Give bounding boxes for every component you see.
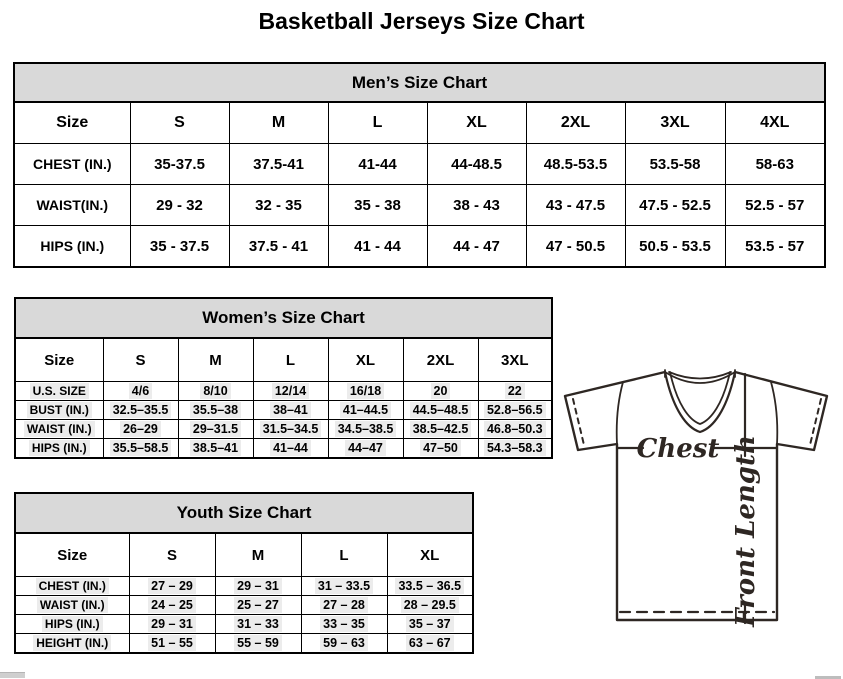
youth-value-cell: [387, 577, 473, 596]
youth-value-text: 29 – 31: [148, 616, 196, 632]
mens-value-cell: 35 - 38: [328, 185, 427, 226]
womens-column-header: L: [253, 338, 328, 382]
mens-value-cell: 35-37.5: [130, 144, 229, 185]
youth-value-text: 27 – 29: [148, 578, 196, 594]
womens-row-label: [15, 382, 103, 401]
womens-value-text: 38.5–42.5: [410, 421, 472, 437]
womens-value-text: 29–31.5: [190, 421, 241, 437]
youth-value-text: 31 – 33: [234, 616, 282, 632]
mens-value-cell: 29 - 32: [130, 185, 229, 226]
mens-value-cell: 37.5 - 41: [229, 226, 328, 268]
mens-column-header: 3XL: [625, 102, 725, 144]
mens-value-cell: 41 - 44: [328, 226, 427, 268]
youth-value-cell: [215, 615, 301, 634]
womens-value-cell: [253, 420, 328, 439]
mens-value-cell: 38 - 43: [427, 185, 526, 226]
womens-value-cell: [178, 439, 253, 459]
youth-value-cell: [129, 577, 215, 596]
womens-value-cell: [178, 382, 253, 401]
mens-value-cell: 53.5 - 57: [725, 226, 825, 268]
youth-value-cell: [129, 615, 215, 634]
womens-chart-title: Women’s Size Chart: [15, 298, 552, 338]
mens-value-cell: 53.5-58: [625, 144, 725, 185]
womens-value-cell: [253, 382, 328, 401]
womens-value-cell: [403, 401, 478, 420]
mens-value-cell: 44-48.5: [427, 144, 526, 185]
youth-row-label: [15, 577, 129, 596]
youth-value-text: 24 – 25: [148, 597, 196, 613]
youth-value-cell: [129, 634, 215, 654]
youth-value-text: 29 – 31: [234, 578, 282, 594]
womens-value-cell: [328, 439, 403, 459]
youth-value-cell: [301, 596, 387, 615]
youth-row-label: [15, 615, 129, 634]
womens-value-cell: [478, 401, 552, 420]
womens-row-label: [15, 401, 103, 420]
chest-label: Chest: [636, 434, 720, 464]
front-length-label: Front Length: [731, 435, 761, 627]
mens-value-cell: 47 - 50.5: [526, 226, 625, 268]
mens-column-header: 2XL: [526, 102, 625, 144]
mens-column-header: Size: [14, 102, 130, 144]
jersey-outline-icon: [563, 368, 831, 628]
womens-value-text: 46.8–50.3: [484, 421, 546, 437]
youth-row-label-text: WAIST (IN.): [37, 597, 108, 613]
mens-value-cell: 43 - 47.5: [526, 185, 625, 226]
womens-value-cell: [403, 439, 478, 459]
mens-column-header: L: [328, 102, 427, 144]
youth-row-label-text: HIPS (IN.): [42, 616, 103, 632]
womens-column-header: M: [178, 338, 253, 382]
womens-column-header: 3XL: [478, 338, 552, 382]
youth-value-text: 51 – 55: [148, 635, 196, 651]
womens-value-text: 41–44: [270, 440, 311, 456]
womens-value-cell: [328, 420, 403, 439]
youth-value-text: 59 – 63: [320, 635, 368, 651]
youth-value-cell: [129, 596, 215, 615]
womens-value-cell: [178, 420, 253, 439]
womens-column-header: Size: [15, 338, 103, 382]
womens-value-text: 38–41: [270, 402, 311, 418]
mens-value-cell: 41-44: [328, 144, 427, 185]
youth-column-header: XL: [387, 533, 473, 577]
mens-column-header: XL: [427, 102, 526, 144]
youth-value-text: 55 – 59: [234, 635, 282, 651]
womens-row-label-text: U.S. SIZE: [30, 383, 89, 399]
mens-value-cell: 37.5-41: [229, 144, 328, 185]
womens-row-label-text: WAIST (IN.): [24, 421, 95, 437]
womens-value-cell: [253, 439, 328, 459]
mens-value-cell: 47.5 - 52.5: [625, 185, 725, 226]
youth-value-text: 63 – 67: [406, 635, 454, 651]
mens-column-header: 4XL: [725, 102, 825, 144]
womens-value-text: 31.5–34.5: [260, 421, 322, 437]
womens-value-cell: [403, 382, 478, 401]
youth-value-cell: [387, 615, 473, 634]
womens-value-cell: [478, 439, 552, 459]
womens-column-header: XL: [328, 338, 403, 382]
youth-value-cell: [301, 634, 387, 654]
womens-value-cell: [178, 401, 253, 420]
mens-row-label: HIPS (IN.): [14, 226, 130, 268]
youth-value-cell: [215, 634, 301, 654]
youth-column-header: L: [301, 533, 387, 577]
youth-row-label-text: CHEST (IN.): [36, 578, 109, 594]
mens-value-cell: 58-63: [725, 144, 825, 185]
womens-value-text: 35.5–58.5: [110, 440, 172, 456]
womens-value-text: 16/18: [347, 383, 384, 399]
youth-column-header: M: [215, 533, 301, 577]
womens-value-cell: [403, 420, 478, 439]
womens-value-text: 52.8–56.5: [484, 402, 546, 418]
womens-value-text: 8/10: [200, 383, 230, 399]
womens-value-text: 38.5–41: [190, 440, 241, 456]
youth-value-cell: [301, 615, 387, 634]
horizontal-scrollbar-fragment-left[interactable]: [0, 672, 25, 678]
mens-value-cell: 50.5 - 53.5: [625, 226, 725, 268]
mens-value-cell: 35 - 37.5: [130, 226, 229, 268]
mens-column-header: M: [229, 102, 328, 144]
womens-value-cell: [103, 420, 178, 439]
womens-value-text: 26–29: [120, 421, 161, 437]
womens-value-text: 12/14: [272, 383, 309, 399]
mens-row-label: CHEST (IN.): [14, 144, 130, 185]
womens-value-text: 22: [505, 383, 525, 399]
mens-value-cell: 52.5 - 57: [725, 185, 825, 226]
womens-value-text: 44–47: [345, 440, 386, 456]
womens-value-text: 35.5–38: [190, 402, 241, 418]
womens-value-cell: [103, 382, 178, 401]
youth-value-cell: [301, 577, 387, 596]
youth-column-header: S: [129, 533, 215, 577]
womens-row-label-text: HIPS (IN.): [29, 440, 90, 456]
mens-column-header: S: [130, 102, 229, 144]
youth-chart-title: Youth Size Chart: [15, 493, 473, 533]
womens-value-cell: [328, 401, 403, 420]
womens-value-text: 47–50: [420, 440, 461, 456]
youth-value-text: 28 – 29.5: [401, 597, 459, 613]
youth-value-cell: [215, 577, 301, 596]
youth-value-text: 31 – 33.5: [315, 578, 373, 594]
mens-value-cell: 48.5-53.5: [526, 144, 625, 185]
youth-size-chart-table: [14, 492, 474, 654]
womens-value-text: 32.5–35.5: [110, 402, 172, 418]
mens-row-label: WAIST(IN.): [14, 185, 130, 226]
womens-value-cell: [103, 401, 178, 420]
womens-row-label: [15, 420, 103, 439]
womens-value-text: 54.3–58.3: [484, 440, 546, 456]
womens-value-text: 41–44.5: [340, 402, 391, 418]
youth-row-label-text: HEIGHT (IN.): [33, 635, 111, 651]
youth-value-cell: [215, 596, 301, 615]
womens-value-cell: [253, 401, 328, 420]
mens-size-chart-table: [13, 62, 826, 268]
youth-value-text: 33 – 35: [320, 616, 368, 632]
youth-value-cell: [387, 596, 473, 615]
youth-value-cell: [387, 634, 473, 654]
mens-value-cell: 44 - 47: [427, 226, 526, 268]
womens-column-header: 2XL: [403, 338, 478, 382]
womens-size-chart-table: [14, 297, 553, 459]
womens-value-cell: [478, 420, 552, 439]
jersey-measurement-diagram: [563, 368, 831, 628]
youth-column-header: Size: [15, 533, 129, 577]
womens-column-header: S: [103, 338, 178, 382]
youth-value-text: 35 – 37: [406, 616, 454, 632]
womens-row-label-text: BUST (IN.): [27, 402, 92, 418]
womens-row-label: [15, 439, 103, 459]
womens-value-text: 44.5–48.5: [410, 402, 472, 418]
womens-value-cell: [103, 439, 178, 459]
mens-chart-title: Men’s Size Chart: [14, 63, 825, 102]
womens-value-text: 4/6: [129, 383, 152, 399]
youth-row-label: [15, 596, 129, 615]
womens-value-cell: [478, 382, 552, 401]
womens-value-text: 20: [431, 383, 451, 399]
youth-value-text: 25 – 27: [234, 597, 282, 613]
youth-value-text: 33.5 – 36.5: [395, 578, 464, 594]
womens-value-cell: [328, 382, 403, 401]
mens-value-cell: 32 - 35: [229, 185, 328, 226]
womens-value-text: 34.5–38.5: [335, 421, 397, 437]
youth-value-text: 27 – 28: [320, 597, 368, 613]
youth-row-label: [15, 634, 129, 654]
page-title: Basketball Jerseys Size Chart: [258, 8, 585, 34]
